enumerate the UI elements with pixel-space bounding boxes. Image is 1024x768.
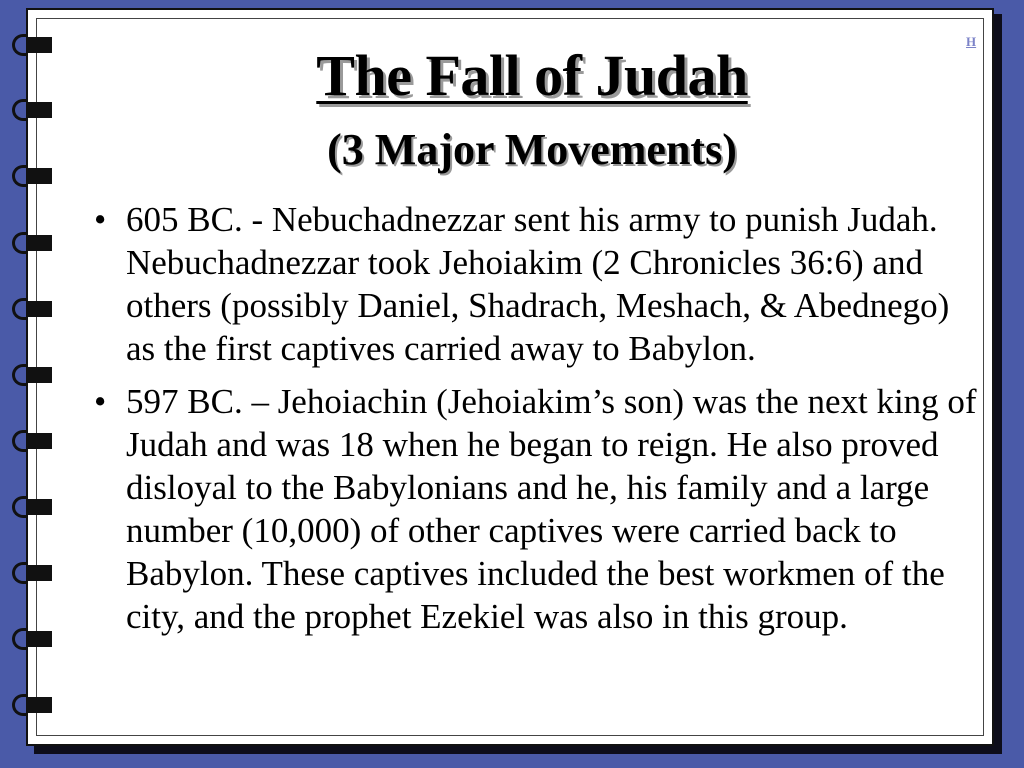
- binder-ring: [12, 628, 52, 650]
- binder-ring: [12, 232, 52, 254]
- binder-ring: [12, 496, 52, 518]
- binder-ring: [12, 430, 52, 452]
- bullet-dot-icon: •: [94, 200, 107, 239]
- bullet-item: [94, 380, 984, 638]
- binder-ring: [12, 298, 52, 320]
- bullet-text: 605 BC. - Nebuchadnezzar sent his army to punish Judah. Nebuchadnezzar took Jehoiakim (2 Chronicles 36:6) and others (possibly Daniel, Shadrach, Meshach, & Abednego) as the first captives carried away to Babylon.: [126, 200, 950, 368]
- binder-ring: [12, 694, 52, 716]
- bullet-text: 597 BC. – Jehoiachin (Jehoiakim’s son) was the next king of Judah and was 18 when he began to reign. He also proved disloyal to the Babylonians and he, his family and a large number (10,000) of other captives were carried back to Babylon. These captives included the best workmen of the city, and the prophet Ezekiel was also in this group.: [126, 382, 977, 636]
- binder-ring: [12, 364, 52, 386]
- bullet-list: [94, 198, 984, 648]
- home-link[interactable]: H: [966, 34, 977, 49]
- slide-title: The Fall of Judah: [316, 43, 748, 108]
- slide-subtitle: (3 Major Movements): [327, 125, 737, 174]
- bullet-item: [94, 198, 984, 370]
- binder-ring: [12, 562, 52, 584]
- bullet-dot-icon: •: [94, 382, 107, 421]
